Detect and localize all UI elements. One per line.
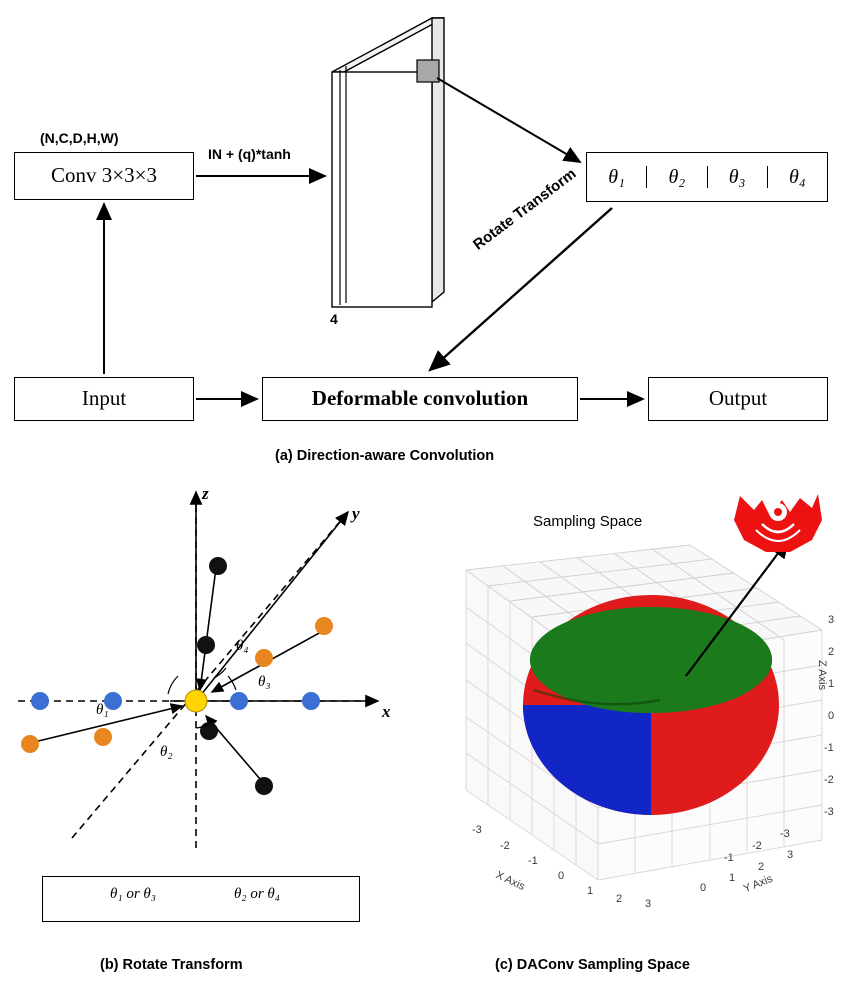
center-sample-point — [185, 690, 207, 712]
y-tick-1: 1 — [729, 872, 736, 884]
z-tick-0: 0 — [828, 710, 835, 722]
y-tick-0: 0 — [700, 882, 707, 894]
axis-label-x: x — [382, 702, 391, 721]
in-plus-q-tanh-label: IN + (q)*tanh — [208, 146, 291, 162]
x-tick-2: 2 — [616, 893, 623, 905]
theta-cell-1: θ₁ — [587, 166, 647, 188]
x-tick-1: 1 — [587, 885, 594, 897]
x-axis-title: X Axis — [493, 869, 527, 893]
y-tick-2: 2 — [758, 861, 765, 873]
z-axis-title: Z Axis — [816, 660, 828, 690]
caption-panel-b: (b) Rotate Transform — [100, 957, 243, 973]
rotate-transform-label: Rotate Transform — [470, 165, 580, 254]
axis-label-z: z — [202, 484, 209, 503]
feature-depth-label: 4 — [330, 311, 338, 327]
axis-label-y: y — [352, 504, 360, 523]
x-tick-0: 0 — [558, 870, 565, 882]
sampling-space-plot — [466, 494, 822, 880]
theta4-label: θ₄ — [236, 638, 249, 654]
rotate-transform-plot — [18, 492, 378, 848]
tensor-shape-label: (N,C,D,H,W) — [40, 130, 119, 146]
z-tick-2: 2 — [828, 646, 835, 658]
sample-branch-orange — [21, 617, 333, 753]
theta3-label: θ₃ — [258, 674, 271, 690]
bat-logo — [734, 494, 822, 552]
z-tick-3: 3 — [828, 614, 835, 626]
x-tick--1: -1 — [528, 855, 538, 867]
y-tick--3: -3 — [780, 828, 790, 840]
caption-panel-c: (c) DAConv Sampling Space — [495, 957, 690, 973]
feature-map-slab — [332, 18, 444, 307]
caption-panel-a: (a) Direction-aware Convolution — [275, 448, 495, 464]
axis-y — [196, 512, 348, 701]
legend-label-right: θ₂ or θ₄ — [234, 886, 281, 902]
x-tick--2: -2 — [500, 840, 510, 852]
deformable-convolution-box: Deformable convolution — [262, 377, 578, 421]
theta-table — [586, 152, 828, 202]
legend-label-left: θ₁ or θ₃ — [110, 886, 157, 902]
y-axis-title: Y Axis — [741, 872, 775, 896]
z-tick--3: -3 — [824, 806, 834, 818]
arrow-cell-to-theta — [437, 78, 580, 162]
theta1-label: θ₁ — [96, 702, 109, 718]
theta-cell-2: θ₂ — [647, 166, 707, 188]
sphere-cloud — [523, 595, 779, 815]
theta-cell-4: θ₄ — [788, 166, 806, 188]
legend-box — [42, 876, 360, 922]
z-tick-1: 1 — [828, 678, 835, 690]
theta-cell-3: θ₃ — [708, 166, 768, 188]
y-tick--1: -1 — [724, 852, 734, 864]
y-tick-3: 3 — [787, 849, 794, 861]
conv-3x3x3-box: Conv 3×3×3 — [14, 152, 194, 200]
theta2-label: θ₂ — [160, 744, 173, 760]
x-tick--3: -3 — [472, 824, 482, 836]
z-tick--1: -1 — [824, 742, 834, 754]
output-box: Output — [648, 377, 828, 421]
input-box: Input — [14, 377, 194, 421]
sampling-space-title: Sampling Space — [533, 513, 643, 530]
z-tick--2: -2 — [824, 774, 834, 786]
y-tick--2: -2 — [752, 840, 762, 852]
x-tick-3: 3 — [645, 898, 652, 910]
arrow-theta-to-deform — [430, 208, 612, 370]
